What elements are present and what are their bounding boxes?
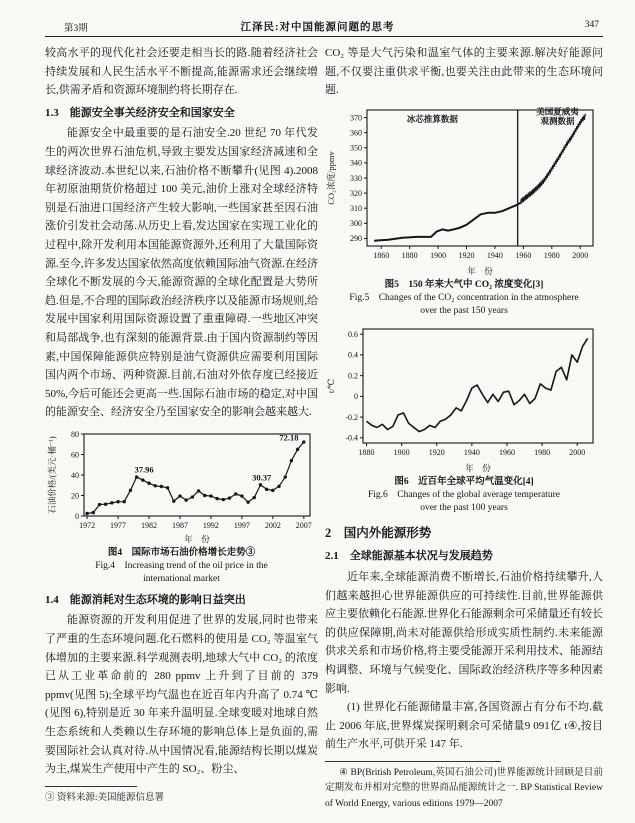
svg-text:0: 0: [74, 511, 79, 521]
figure-5-caption-en-2: over the past 150 years: [420, 306, 508, 317]
svg-text:20: 20: [70, 491, 79, 501]
header-rule: [45, 36, 603, 37]
section-2-1-paragraph: 近年来,全球能源消费不断增长,石油价格持续攀升,人们越来越担心世界能源供应的可持续性.目前,世界能源供应主要依赖化石能源.世界化石能源剩余可采储量还有较长的供应保障期,尚未对能源供给形成实质性制约.未来能源供求关系和市场价格,将主要受能源开采利用技术、能源结构调整、环境与气候变化、国际政治经济秩序等多种因素影响.: [325, 570, 603, 695]
svg-text:30.37: 30.37: [251, 472, 271, 483]
paragraph-continuation-left: 较高水平的现代化社会还要走相当长的路.随着经济社会持续发展和人民生活水平不断提高,能源需求还会继续增长,供需矛盾和资源环境制约将长期存在.: [45, 47, 318, 97]
item-1-paragraph: (1) 世界化石能源储量丰富,各国资源占有分布不均.截止 2006 年底,世界煤炭探明剩余可采储量9 091亿 t④,按目前生产水平,可供开采 147 年.: [325, 701, 603, 751]
svg-text:1997: 1997: [233, 520, 250, 530]
svg-text:年 份: 年 份: [467, 265, 493, 276]
figure-4: [45, 426, 318, 587]
svg-text:1920: 1920: [428, 447, 445, 457]
svg-text:60: 60: [70, 450, 79, 460]
svg-text:370: 370: [350, 113, 362, 123]
svg-text:1900: 1900: [393, 447, 410, 457]
svg-text:CO₂浓度/ppmv: CO₂浓度/ppmv: [326, 151, 336, 205]
right-column: [325, 44, 603, 812]
svg-text:1980: 1980: [534, 447, 551, 457]
svg-text:1977: 1977: [109, 520, 126, 530]
svg-text:1920: 1920: [458, 250, 475, 260]
svg-text:350: 350: [350, 143, 362, 153]
svg-text:1860: 1860: [373, 250, 390, 260]
svg-text:1980: 1980: [543, 250, 560, 260]
svg-text:-0.4: -0.4: [345, 433, 358, 443]
running-title: 江泽民:对中国能源问题的思考: [240, 22, 395, 33]
svg-text:0.2: 0.2: [348, 371, 358, 381]
svg-text:340: 340: [350, 158, 362, 168]
section-1-4-paragraph: 能源资源的开发利用促进了世界的发展,同时也带来了严重的生态环境问题.化石燃料的使用是 CO₂ 等温室气体增加的主要来源.科学观测表明,地球大气中 CO₂ 的浓度已从工业革命前的 280 ppmv 上升到了目前的 379 ppmv(见图 5);全球平均气温也在近百年内升高了 0.74 ℃(见图 6),特别是近 30 年来升温明显.全球变暖对地球自然生态系统和人类赖以生存环境的影响总体上是负面的,需要国际社会认真对待.从中国情况看,能源结构长期以煤炭为主,煤炭生产使用中产生的 SO₂、粉尘、: [45, 614, 318, 776]
svg-text:美国夏威夷: 美国夏威夷: [536, 106, 579, 117]
svg-text:1960: 1960: [498, 447, 515, 457]
svg-text:1900: 1900: [430, 250, 447, 260]
svg-text:0.6: 0.6: [348, 329, 358, 339]
svg-text:40: 40: [70, 470, 79, 480]
svg-text:1982: 1982: [140, 520, 157, 530]
figure-6-caption-en-2: over the past 100 years: [420, 503, 508, 514]
svg-text:2000: 2000: [569, 447, 586, 457]
svg-text:300: 300: [350, 218, 362, 228]
svg-text:72.18: 72.18: [278, 432, 299, 443]
svg-text:2000: 2000: [572, 250, 589, 260]
left-column: [45, 44, 318, 806]
temperature-chart: [325, 323, 603, 473]
footnote-left: ③ 资料来源:美国能源信息署: [45, 792, 165, 803]
section-1-3-heading: 1.3 能源安全事关经济安全和国家安全: [45, 106, 235, 119]
figure-5-caption-en-1: Fig.5 Changes of the CO₂ concentration in the atmosphere: [349, 292, 579, 303]
svg-text:37.96: 37.96: [133, 464, 154, 475]
oil-price-chart: [45, 426, 318, 544]
svg-text:石油价格/(美元·桶⁻¹): 石油价格/(美元·桶⁻¹): [46, 436, 57, 514]
svg-text:年 份: 年 份: [465, 462, 491, 473]
figure-4-caption-en-1: Fig.4 Increasing trend of the oil price in the: [95, 560, 268, 571]
page-number: 347: [584, 20, 599, 30]
svg-text:1992: 1992: [202, 520, 219, 530]
footnote-rule-left: [45, 786, 137, 787]
svg-text:0.4: 0.4: [348, 350, 358, 360]
section-2-heading: 2 国内外能源形势: [325, 525, 432, 540]
svg-text:0: 0: [354, 391, 358, 401]
svg-text:1960: 1960: [515, 250, 532, 260]
figure-5-caption-zh: 图5 150 年来大气中 CO₂ 浓度变化[3]: [384, 279, 544, 290]
section-2-1-heading: 2.1 全球能源基本状况与发展趋势: [325, 550, 493, 563]
svg-text:1940: 1940: [486, 250, 503, 260]
svg-text:t/℃: t/℃: [326, 378, 336, 393]
svg-text:年 份: 年 份: [183, 533, 210, 544]
paragraph-continuation-right: CO₂ 等是大气污染和温室气体的主要来源.解决好能源问题,不仅要注重供求平衡,也要关注由此带来的生态环境问题.: [325, 47, 603, 97]
footnote-right: ④ BP(British Petroleum,英国石油公司)世界能源统计回顾是目前定期发布并相对完整的世界商品能源统计之一. BP Statistical Review of World Energy, various editions 1979—2007: [325, 767, 603, 809]
figure-6: [325, 323, 603, 516]
svg-text:310: 310: [350, 203, 362, 213]
section-1-4-heading: 1.4 能源消耗对生态环境的影响日益突出: [45, 593, 246, 606]
svg-text:1940: 1940: [463, 447, 480, 457]
figure-5: [325, 104, 603, 319]
svg-text:2007: 2007: [295, 520, 312, 530]
svg-text:冰芯推算数据: 冰芯推算数据: [406, 113, 458, 124]
svg-text:1987: 1987: [171, 520, 188, 530]
journal-issue-label: 第3期: [64, 24, 88, 34]
svg-text:360: 360: [350, 128, 362, 138]
figure-4-caption-zh: 图4 国际市场石油价格增长走势③: [107, 547, 256, 558]
svg-text:330: 330: [350, 173, 362, 183]
svg-text:1972: 1972: [78, 520, 95, 530]
svg-text:2002: 2002: [264, 520, 281, 530]
svg-text:80: 80: [70, 429, 79, 439]
figure-6-caption-zh: 图6 近百年全球平均气温变化[4]: [394, 476, 534, 487]
svg-text:1880: 1880: [401, 250, 418, 260]
svg-text:1880: 1880: [358, 447, 375, 457]
svg-text:-0.2: -0.2: [345, 412, 358, 422]
co2-concentration-chart: [325, 104, 603, 276]
figure-4-caption-en-2: international market: [143, 574, 220, 585]
figure-6-caption-en-1: Fig.6 Changes of the global average temperature: [367, 489, 561, 500]
svg-text:290: 290: [350, 234, 362, 244]
footnote-rule-right: [325, 761, 501, 762]
svg-text:观测数据: 观测数据: [540, 115, 575, 126]
section-1-3-paragraph: 能源安全中最重要的是石油安全.20 世纪 70 年代发生的两次世界石油危机,导致主要发达国家经济减速和全球经济波动.本世纪以来,石油价格不断攀升(见图 4).2008 年初原油期货价格超过 100 美元,油价上涨对全球经济特别是石油进口国经济产生较大影响,一些国家甚至因石油涨价引发社会动荡.从历史上看,发达国家在实现工业化的过程中,除开发利用本国能源资源外,还利用了大量国际资源.至今,许多发达国家依然高度依赖国际油气资源.在经济全球化不断发展的今天,能源资源的全球化配置是大势所趋.但是,不合理的国际政治经济秩序以及能源市场规则,给发展中国家利用国际资源设置了重重障碍.一些地区冲突和局部战争,也有深刻的能源背景.由于国内资源制约等因素,中国保障能源供应特别是油气资源供应需要利用国际国内两个市场、两种资源.目前,石油对外依存度已经接近 50%,今后可能还会更高一些.国际石油市场的稳定,对中国的能源安全、经济安全乃至国家安全的影响会越来越大.: [45, 127, 318, 419]
svg-text:320: 320: [350, 188, 362, 198]
